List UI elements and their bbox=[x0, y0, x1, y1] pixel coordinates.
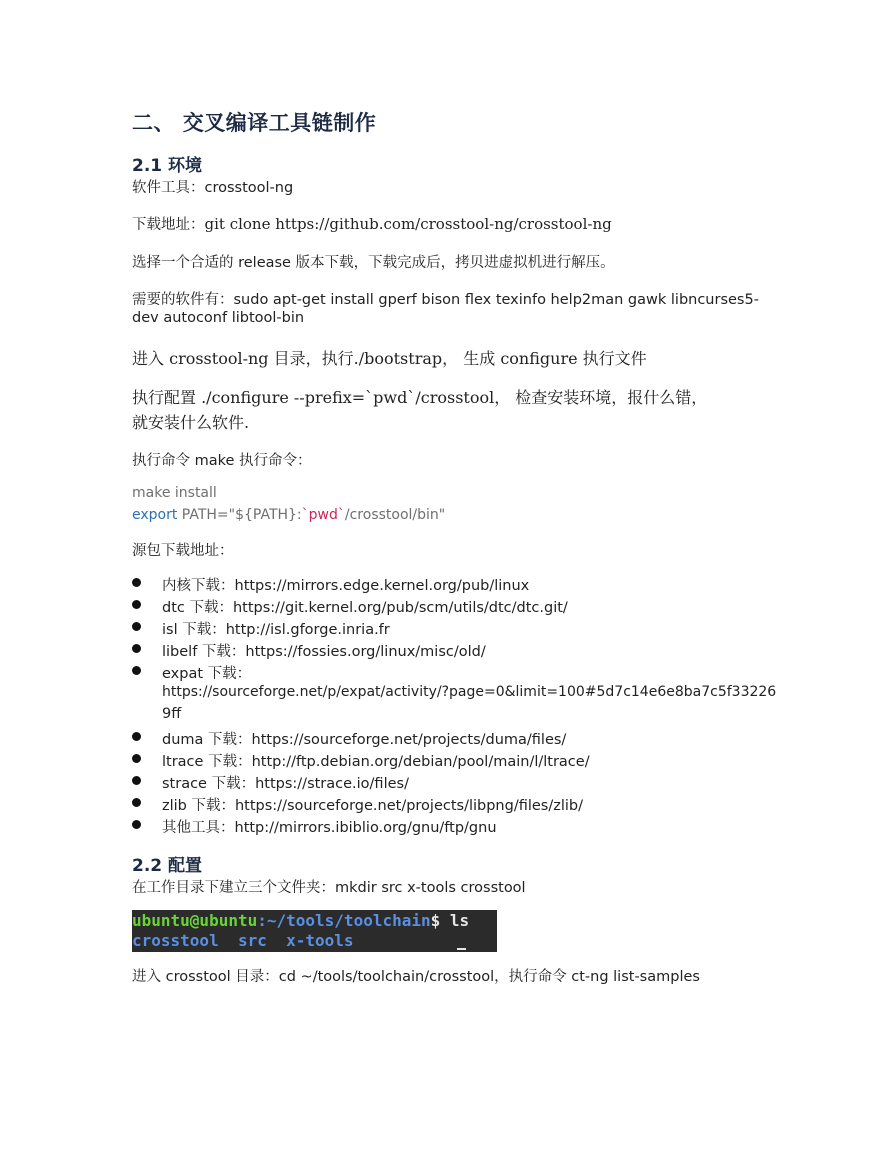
mkdir-line: 在工作目录下建立三个文件夹：mkdir src x-tools crosstool bbox=[132, 880, 526, 896]
terminal-command: $ ls bbox=[430, 911, 470, 930]
terminal-listing: crosstool src x-tools bbox=[132, 931, 354, 950]
heading-environment: 2.1 环境 bbox=[132, 156, 203, 176]
code-path-var: PATH="${PATH}: bbox=[177, 507, 302, 523]
download-line bbox=[132, 213, 612, 234]
list-item[interactable]: duma 下载：https://sourceforge.net/projects/duma/files/ bbox=[162, 732, 567, 748]
list-item[interactable]: strace 下载：https://strace.io/files/ bbox=[162, 776, 409, 792]
code-keyword-export: export bbox=[132, 507, 178, 523]
bullet-icon bbox=[132, 798, 141, 807]
required-software-line-2: dev autoconf libtool-bin bbox=[132, 310, 305, 326]
download-prefix: 下载地址： bbox=[132, 217, 205, 233]
bullet-icon bbox=[132, 820, 141, 829]
code-line-make-install: make install bbox=[132, 485, 217, 501]
expat-url-line-2[interactable]: 9ff bbox=[162, 706, 182, 722]
list-item[interactable]: 内核下载：https://mirrors.edge.kernel.org/pub/linux bbox=[162, 578, 530, 594]
bullet-icon bbox=[132, 622, 141, 631]
enter-mid: 目录，执行 bbox=[273, 349, 354, 368]
bullet-icon bbox=[132, 578, 141, 587]
required-software-line-1: 需要的软件有：sudo apt-get install gperf bison flex texinfo help2man gawk libncurses5- bbox=[132, 292, 759, 308]
list-item[interactable]: dtc 下载：https://git.kernel.org/pub/scm/utils/dtc/dtc.git/ bbox=[162, 600, 568, 616]
list-item: expat 下载： bbox=[162, 666, 252, 682]
enter-dir-name: crosstool-ng bbox=[164, 349, 274, 368]
enter-suffix: 执行文件 bbox=[582, 349, 647, 368]
bullet-icon bbox=[132, 666, 141, 675]
choose-release-line: 选择一个合适的 release 版本下载，下载完成后，拷贝进虚拟机进行解压。 bbox=[132, 255, 615, 271]
list-item[interactable]: 其他工具：http://mirrors.ibiblio.org/gnu/ftp/gnu bbox=[162, 820, 497, 836]
list-item[interactable]: ltrace 下载：http://ftp.debian.org/debian/pool/main/l/ltrace/ bbox=[162, 754, 590, 770]
list-item[interactable]: libelf 下载：https://fossies.org/linux/misc/old/ bbox=[162, 644, 486, 660]
config-suffix: 检查安装环境，报什么错， bbox=[510, 388, 708, 407]
bullet-icon bbox=[132, 644, 141, 653]
enter-directory-line bbox=[132, 346, 647, 369]
list-item[interactable]: isl 下载：http://isl.gforge.inria.fr bbox=[162, 622, 390, 638]
code-line-export bbox=[132, 507, 445, 523]
list-item[interactable]: zlib 下载：https://sourceforge.net/projects/libpng/files/zlib/ bbox=[162, 798, 583, 814]
heading-configuration: 2.2 配置 bbox=[132, 856, 203, 876]
expat-url-line-1[interactable]: https://sourceforge.net/p/expat/activity/?page=0&limit=100#5d7c14e6e8ba7c5f33226 bbox=[162, 684, 777, 700]
terminal-screenshot bbox=[132, 910, 497, 952]
configure-line-2: 就安装什么软件. bbox=[132, 413, 250, 432]
bullet-icon bbox=[132, 776, 141, 785]
config-prefix: 执行配置 bbox=[132, 388, 202, 407]
bullet-icon bbox=[132, 732, 141, 741]
code-path-end: /crosstool/bin" bbox=[344, 507, 446, 523]
make-line: 执行命令 make 执行命令： bbox=[132, 453, 312, 469]
code-pwd: `pwd` bbox=[301, 507, 345, 523]
terminal-prompt-line bbox=[132, 911, 497, 931]
enter-crosstool-line: 进入 crosstool 目录：cd ~/tools/toolchain/crosstool，执行命令 ct-ng list-samples bbox=[132, 969, 700, 985]
sources-title: 源包下载地址： bbox=[132, 543, 234, 559]
terminal-user: ubuntu@ubuntu bbox=[132, 911, 258, 930]
enter-prefix: 进入 bbox=[132, 349, 165, 368]
configure-word: configure bbox=[500, 349, 583, 368]
terminal-cursor bbox=[457, 948, 466, 950]
enter-generate: 生成 bbox=[458, 349, 501, 368]
bootstrap-command: ./bootstrap， bbox=[353, 349, 459, 368]
bullet-icon bbox=[132, 754, 141, 763]
download-command: git clone https://github.com/crosstool-ng/crosstool-ng bbox=[204, 215, 612, 233]
configure-line-1 bbox=[132, 385, 707, 408]
terminal-path: :~/tools/toolchain bbox=[257, 911, 431, 930]
bullet-icon bbox=[132, 600, 141, 609]
configure-command: ./configure --prefix=`pwd`/crosstool， bbox=[201, 388, 511, 407]
section-title: 二、 交叉编译工具链制作 bbox=[132, 111, 377, 135]
software-tool-line: 软件工具：crosstool-ng bbox=[132, 180, 294, 196]
